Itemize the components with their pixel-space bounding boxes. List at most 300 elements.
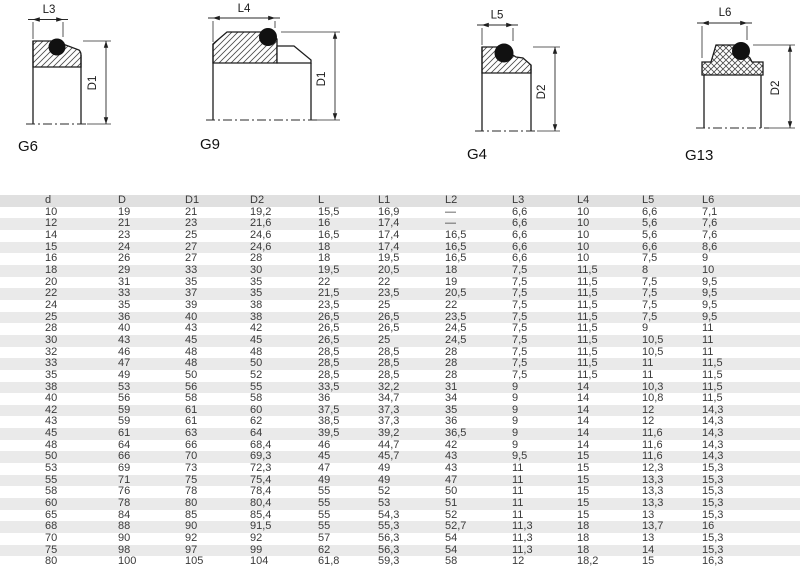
- table-row: [0, 382, 800, 394]
- table-cell: 16,5: [318, 229, 340, 241]
- table-cell: 11: [512, 509, 524, 521]
- table-cell: 42: [45, 404, 58, 416]
- table-cell: 6,6: [512, 253, 528, 265]
- table-cell: 7,5: [642, 253, 658, 265]
- table-cell: 15,3: [702, 463, 724, 475]
- table-row: [0, 230, 800, 242]
- table-cell: 22: [45, 288, 58, 300]
- table-cell: 28,5: [378, 369, 400, 381]
- table-cell: 38,5: [318, 416, 340, 428]
- table-cell: 55: [318, 486, 331, 498]
- table-cell: 23,5: [445, 311, 467, 323]
- table-cell: 16: [45, 253, 58, 265]
- table-cell: 28,5: [378, 346, 400, 358]
- table-cell: 15: [577, 474, 590, 486]
- table-cell: 49: [378, 474, 391, 486]
- table-cell: 25: [45, 311, 58, 323]
- table-cell: 26,5: [318, 323, 340, 335]
- table-cell: 36: [445, 416, 458, 428]
- table-cell: 45,7: [378, 451, 400, 463]
- table-cell: 61: [118, 428, 131, 440]
- table-cell: 78,4: [250, 486, 272, 498]
- table-row: [0, 358, 800, 370]
- table-cell: 11,5: [577, 299, 598, 311]
- table-cell: 10: [702, 264, 715, 276]
- table-cell: 11,3: [512, 521, 533, 533]
- table-cell: 21,6: [250, 218, 272, 230]
- table-cell: 9,5: [702, 276, 718, 288]
- table-cell: 70: [45, 533, 58, 545]
- table-row: [0, 370, 800, 382]
- table-cell: 11,5: [577, 334, 598, 346]
- table-cell: 17,4: [378, 229, 400, 241]
- table-cell: 13,3: [642, 486, 664, 498]
- table-cell: 7,5: [642, 299, 658, 311]
- table-cell: 54: [445, 533, 458, 545]
- table-cell: 69,3: [250, 451, 272, 463]
- table-cell: 7,1: [702, 206, 718, 218]
- table-cell: 57: [318, 533, 331, 545]
- table-cell: 11,5: [577, 288, 598, 300]
- table-cell: 7,5: [512, 311, 528, 323]
- table-cell: 9: [512, 416, 519, 428]
- table-row: [0, 288, 800, 300]
- table-cell: 28,5: [318, 369, 340, 381]
- table-cell: 52: [445, 509, 458, 521]
- table-cell: —: [445, 218, 456, 230]
- table-cell: 7,6: [702, 229, 718, 241]
- table-cell: 50: [185, 369, 198, 381]
- table-cell: 48: [45, 439, 58, 451]
- table-cell: 45: [250, 334, 263, 346]
- table-row: [0, 545, 800, 557]
- table-cell: 50: [250, 358, 263, 370]
- table-cell: 18: [577, 521, 590, 533]
- table-cell: 14,3: [702, 416, 724, 428]
- table-cell: 38: [250, 299, 263, 311]
- width-dimension-label: L4: [237, 3, 251, 15]
- table-cell: 10,8: [642, 393, 664, 405]
- table-row: [0, 451, 800, 463]
- table-cell: 43: [445, 463, 458, 475]
- table-row: [0, 556, 800, 568]
- table-cell: 11,5: [577, 311, 598, 323]
- table-cell: 14: [577, 416, 590, 428]
- table-cell: 61: [185, 416, 198, 428]
- table-row: [0, 335, 800, 347]
- table-cell: 84: [118, 509, 131, 521]
- table-cell: 7,5: [512, 346, 528, 358]
- table-cell: 6,6: [512, 206, 528, 218]
- table-cell: 10: [45, 206, 58, 218]
- table-cell: 22: [318, 276, 331, 288]
- table-cell: 9: [512, 428, 519, 440]
- diagram-G6: [18, 4, 111, 155]
- profile-code-label: G6: [18, 138, 39, 155]
- table-cell: 18: [318, 241, 331, 253]
- table-cell: 18: [318, 253, 331, 265]
- table-cell: 48: [250, 346, 263, 358]
- profile-code-label: G4: [467, 146, 488, 163]
- table-cell: 43: [45, 416, 58, 428]
- table-header-row: [0, 195, 800, 207]
- table-cell: 49: [318, 474, 331, 486]
- width-dimension-label: L5: [490, 9, 504, 22]
- column-header-l: L: [318, 195, 325, 206]
- table-row: [0, 405, 800, 417]
- table-row: [0, 242, 800, 254]
- table-cell: 38: [45, 381, 58, 393]
- table-cell: 14: [577, 428, 590, 440]
- table-cell: 11,5: [577, 346, 598, 358]
- diagram-G13: [685, 7, 795, 164]
- table-cell: 9,5: [702, 299, 718, 311]
- table-cell: 47: [118, 358, 131, 370]
- table-cell: 15: [577, 498, 590, 510]
- table-cell: 35: [445, 404, 458, 416]
- table-cell: 38: [250, 311, 263, 323]
- width-dimension-label: L6: [718, 7, 732, 19]
- table-cell: 70: [185, 451, 198, 463]
- table-cell: 64: [118, 439, 131, 451]
- table-cell: 14,3: [702, 404, 724, 416]
- table-cell: 32,2: [378, 381, 400, 393]
- table-cell: 15,3: [702, 474, 724, 486]
- table-cell: 7,5: [642, 276, 658, 288]
- table-cell: 78: [118, 498, 131, 510]
- table-cell: 11: [702, 346, 714, 358]
- table-cell: 20,5: [378, 264, 400, 276]
- table-cell: 56,3: [378, 544, 400, 556]
- table-cell: 10: [577, 253, 590, 265]
- column-header-d: d: [45, 195, 52, 206]
- table-cell: 55,3: [378, 521, 400, 533]
- table-cell: 16,9: [378, 206, 400, 218]
- table-cell: 66: [118, 451, 131, 463]
- table-cell: 7,5: [512, 334, 528, 346]
- table-cell: 11,5: [702, 369, 723, 381]
- table-cell: 11,6: [642, 439, 663, 451]
- table-cell: 32: [45, 346, 58, 358]
- table-cell: 24,5: [445, 334, 467, 346]
- table-cell: 37: [185, 288, 198, 300]
- table-cell: 60: [45, 498, 58, 510]
- table-cell: 28,5: [378, 358, 400, 370]
- table-cell: 14: [577, 393, 590, 405]
- o-ring-section: [49, 39, 66, 56]
- table-row: [0, 440, 800, 452]
- table-row: [0, 533, 800, 545]
- table-cell: 10: [577, 229, 590, 241]
- table-cell: 19: [118, 206, 131, 218]
- table-row: [0, 416, 800, 428]
- table-cell: 9: [512, 381, 519, 393]
- column-header-l5: L5: [642, 195, 655, 206]
- table-cell: 25: [378, 334, 391, 346]
- diameter-dimension-label: D1: [316, 71, 328, 87]
- table-cell: 53: [118, 381, 131, 393]
- table-cell: 28: [445, 369, 458, 381]
- table-cell: 66: [185, 439, 198, 451]
- table-cell: 23: [118, 229, 131, 241]
- table-cell: 11: [642, 358, 654, 370]
- table-cell: 12: [642, 404, 655, 416]
- table-cell: 7,5: [642, 311, 658, 323]
- table-cell: 12: [512, 556, 525, 568]
- table-cell: 34: [445, 393, 458, 405]
- table-cell: 55: [318, 521, 331, 533]
- table-cell: 7,5: [512, 264, 528, 276]
- table-cell: 11: [702, 334, 714, 346]
- table-cell: 11: [702, 323, 714, 335]
- table-cell: 33: [185, 264, 198, 276]
- table-cell: 35: [250, 276, 263, 288]
- table-cell: 18,2: [577, 556, 599, 568]
- table-cell: 15,3: [702, 486, 724, 498]
- table-cell: 30: [45, 334, 58, 346]
- table-row: [0, 312, 800, 324]
- table-cell: 85,4: [250, 509, 272, 521]
- table-cell: 33: [118, 288, 131, 300]
- table-cell: 80: [185, 498, 198, 510]
- table-cell: 29: [118, 264, 131, 276]
- table-cell: 46: [318, 439, 331, 451]
- table-cell: 58: [185, 393, 198, 405]
- diagram-G4: [467, 10, 560, 164]
- table-cell: 21: [185, 206, 198, 218]
- table-cell: 46: [118, 346, 131, 358]
- table-cell: 15: [577, 451, 590, 463]
- table-cell: 7,6: [702, 218, 718, 230]
- table-cell: 6,6: [512, 241, 528, 253]
- column-header-d2: D2: [250, 195, 265, 206]
- table-cell: 59,3: [378, 556, 400, 568]
- table-cell: 13,3: [642, 474, 664, 486]
- table-cell: 18: [577, 533, 590, 545]
- seal-diagrams: [0, 0, 800, 195]
- table-cell: 42: [445, 439, 458, 451]
- table-cell: 55: [250, 381, 263, 393]
- table-cell: 10,3: [642, 381, 664, 393]
- table-cell: 27: [185, 241, 198, 253]
- o-ring-section: [732, 42, 750, 60]
- table-cell: 11,6: [642, 428, 663, 440]
- table-cell: 19,2: [250, 206, 272, 218]
- table-cell: 7,5: [512, 369, 528, 381]
- column-header-d1: D1: [185, 195, 200, 206]
- table-cell: 28: [445, 346, 458, 358]
- table-cell: 16,3: [702, 556, 724, 568]
- table-cell: 100: [118, 556, 137, 568]
- column-header-l6: L6: [702, 195, 715, 206]
- table-cell: 64: [250, 428, 263, 440]
- table-cell: 36: [118, 311, 131, 323]
- table-cell: 20,5: [445, 288, 467, 300]
- table-cell: 31: [445, 381, 458, 393]
- table-cell: 12: [642, 416, 655, 428]
- table-cell: 6,6: [642, 206, 658, 218]
- table-row: [0, 265, 800, 277]
- table-cell: 31: [118, 276, 131, 288]
- table-cell: 14: [577, 404, 590, 416]
- table-cell: 50: [45, 451, 58, 463]
- table-cell: 53: [45, 463, 58, 475]
- table-row: [0, 323, 800, 335]
- table-cell: 15,3: [702, 498, 724, 510]
- table-cell: 21,5: [318, 288, 340, 300]
- table-cell: 40: [45, 393, 58, 405]
- table-cell: 28: [445, 358, 458, 370]
- seal-heel-section: [277, 46, 311, 63]
- table-cell: 71: [118, 474, 131, 486]
- table-cell: 98: [118, 544, 131, 556]
- table-cell: 61: [185, 404, 198, 416]
- table-cell: 52,7: [445, 521, 467, 533]
- diameter-dimension-label: D1: [87, 75, 99, 91]
- o-ring-section: [495, 44, 514, 63]
- table-cell: 9,5: [702, 311, 718, 323]
- table-cell: 19,5: [318, 264, 340, 276]
- table-cell: 24: [45, 299, 58, 311]
- table-cell: 42: [250, 323, 263, 335]
- table-cell: 7,5: [512, 288, 528, 300]
- table-cell: 78: [185, 486, 198, 498]
- table-row: [0, 218, 800, 230]
- table-cell: 90: [185, 521, 198, 533]
- table-cell: 16,5: [445, 241, 467, 253]
- table-cell: 23,5: [318, 299, 340, 311]
- table-row: [0, 521, 800, 533]
- table-cell: 62: [318, 544, 331, 556]
- table-cell: 15: [577, 486, 590, 498]
- table-cell: 15,3: [702, 544, 724, 556]
- table-row: [0, 253, 800, 265]
- table-cell: 55: [45, 474, 58, 486]
- table-cell: 7,5: [512, 323, 528, 335]
- table-cell: 75,4: [250, 474, 272, 486]
- table-cell: 91,5: [250, 521, 272, 533]
- table-cell: 9: [512, 393, 519, 405]
- table-cell: 49: [118, 369, 131, 381]
- table-cell: 15: [577, 509, 590, 521]
- table-cell: 11,5: [577, 264, 598, 276]
- column-header-l3: L3: [512, 195, 525, 206]
- table-row: [0, 498, 800, 510]
- table-row: [0, 277, 800, 289]
- table-cell: 75: [185, 474, 198, 486]
- table-cell: 11,5: [577, 369, 598, 381]
- table-cell: 11: [512, 498, 524, 510]
- table-cell: 26: [118, 253, 131, 265]
- table-row: [0, 486, 800, 498]
- table-cell: 105: [185, 556, 204, 568]
- table-cell: 7,5: [642, 288, 658, 300]
- table-cell: 11: [512, 474, 524, 486]
- table-cell: 9: [512, 404, 519, 416]
- dimensions-table: [0, 195, 800, 568]
- table-cell: 30: [250, 264, 263, 276]
- table-cell: 48: [185, 358, 198, 370]
- column-header-l4: L4: [577, 195, 590, 206]
- table-cell: 10: [577, 218, 590, 230]
- table-cell: 16: [318, 218, 331, 230]
- table-cell: 52: [378, 486, 391, 498]
- table-cell: 14,3: [702, 439, 724, 451]
- table-cell: 11: [512, 463, 524, 475]
- table-cell: 19: [445, 276, 458, 288]
- table-cell: 35: [45, 369, 58, 381]
- table-cell: 20: [45, 276, 58, 288]
- table-cell: 62: [250, 416, 263, 428]
- table-cell: 58: [250, 393, 263, 405]
- table-cell: 35: [250, 288, 263, 300]
- table-cell: 56: [118, 393, 131, 405]
- table-cell: 7,5: [512, 276, 528, 288]
- table-cell: 14: [642, 544, 655, 556]
- table-cell: 33: [45, 358, 58, 370]
- table-cell: 63: [185, 428, 198, 440]
- profile-code-label: G13: [685, 147, 714, 164]
- table-cell: 23,5: [378, 288, 400, 300]
- diameter-dimension-label: D2: [770, 80, 782, 96]
- table-cell: 15,3: [702, 509, 724, 521]
- table-cell: 73: [185, 463, 198, 475]
- table-cell: 40: [118, 323, 131, 335]
- table-cell: 47: [445, 474, 458, 486]
- table-cell: 16,5: [445, 229, 467, 241]
- column-header-l2: L2: [445, 195, 458, 206]
- table-cell: 28,5: [318, 358, 340, 370]
- table-cell: 92: [185, 533, 198, 545]
- table-cell: 80,4: [250, 498, 272, 510]
- table-cell: 39,2: [378, 428, 400, 440]
- table-cell: 16,5: [445, 253, 467, 265]
- table-cell: 9: [512, 439, 519, 451]
- table-cell: 5,6: [642, 229, 658, 241]
- table-cell: 14,3: [702, 428, 724, 440]
- table-cell: 19,5: [378, 253, 400, 265]
- table-cell: 28: [250, 253, 263, 265]
- table-row: [0, 347, 800, 359]
- width-dimension-label: L3: [42, 4, 56, 16]
- table-cell: 26,5: [378, 323, 400, 335]
- table-cell: 5,6: [642, 218, 658, 230]
- table-cell: 11,5: [702, 358, 723, 370]
- table-row: [0, 300, 800, 312]
- table-cell: 35: [185, 276, 198, 288]
- seal-profile-drawings: [0, 0, 800, 195]
- table-cell: 13,3: [642, 498, 664, 510]
- table-cell: 25: [378, 299, 391, 311]
- table-cell: 69: [118, 463, 131, 475]
- table-cell: 14: [577, 439, 590, 451]
- table-cell: 21: [118, 218, 131, 230]
- table-cell: 10,5: [642, 346, 664, 358]
- table-cell: 17,4: [378, 218, 400, 230]
- table-cell: 60: [250, 404, 263, 416]
- table-cell: 22: [378, 276, 391, 288]
- table-cell: 28: [45, 323, 58, 335]
- table-cell: 13: [642, 533, 655, 545]
- table-cell: 14: [45, 229, 58, 241]
- column-header-d: D: [118, 195, 126, 206]
- table-cell: 43: [185, 323, 198, 335]
- table-cell: 27: [185, 253, 198, 265]
- o-ring-section: [259, 28, 277, 46]
- table-cell: 24,6: [250, 229, 272, 241]
- table-cell: 99: [250, 544, 263, 556]
- table-cell: 15: [642, 556, 655, 568]
